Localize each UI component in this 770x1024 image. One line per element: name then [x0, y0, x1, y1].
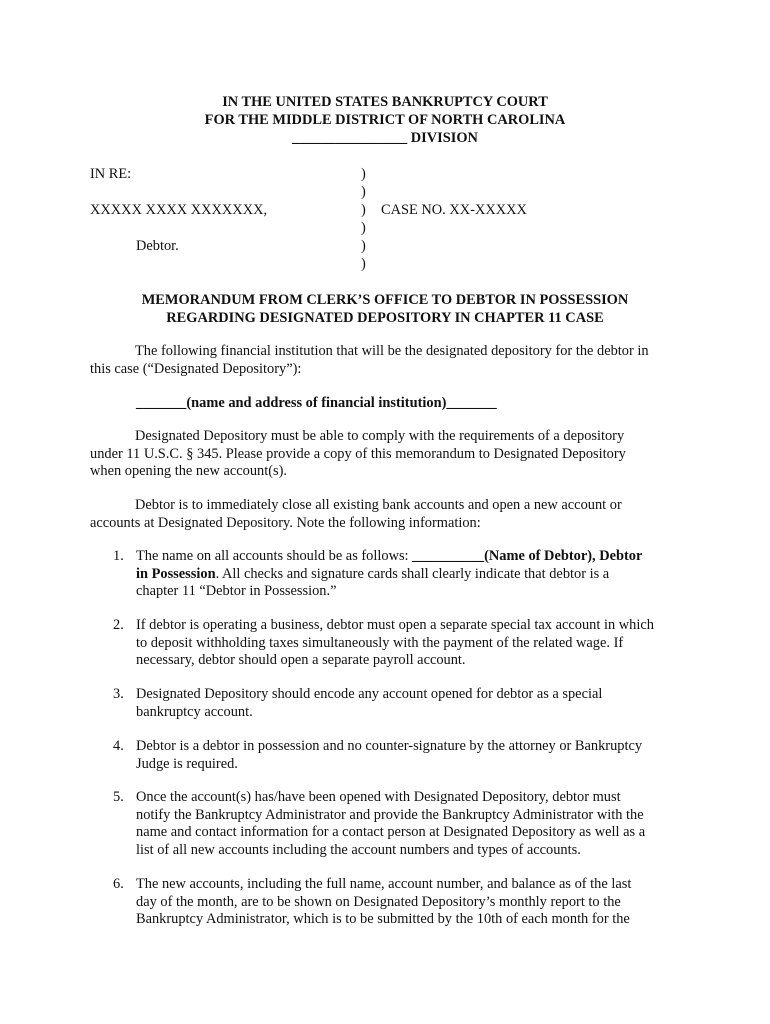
list-item-text: The name on all accounts should be as follows:	[136, 548, 413, 564]
list-item-text: Designated Depository should encode any account opened for debtor as a special	[136, 686, 603, 702]
division-blank: ________________	[292, 130, 408, 146]
list-item-bold-text: __________(Name of Debtor), Debtor	[412, 548, 643, 564]
division-label: DIVISION	[410, 130, 478, 146]
debtor-label: Debtor.	[136, 238, 179, 254]
list-item-text: chapter 11 “Debtor in Possession.”	[136, 583, 337, 600]
caption-paren: )	[361, 166, 366, 182]
court-name: IN THE UNITED STATES BANKRUPTCY COURT	[222, 94, 548, 110]
list-item-number: 2.	[113, 617, 124, 633]
list-item-text: If debtor is operating a business, debtor must open a separate special tax account in which	[136, 617, 654, 633]
court-division	[0, 130, 770, 148]
caption-paren: )	[361, 184, 366, 200]
institution-blank-line: _______(name and address of financial institution)_______	[136, 395, 497, 411]
paragraph-close-accounts	[90, 497, 690, 532]
list-item-text: bankruptcy account.	[136, 703, 253, 720]
list-item-bold-text: in Possession	[136, 565, 216, 582]
list-item-text: name and contact information for a contact person at Designated Depository as well as a	[136, 824, 646, 841]
paragraph-line: when opening the new account(s).	[90, 463, 288, 480]
debtor-name: XXXXX XXXX XXXXXXX,	[90, 202, 268, 218]
paragraph-line: under 11 U.S.C. § 345. Please provide a copy of this memorandum to Designated Depository	[90, 445, 626, 462]
caption-paren: )	[361, 220, 366, 236]
list-item-text: Bankruptcy Administrator, which is to be submitted by the 10th of each month for the	[136, 911, 630, 928]
list-item-number: 5.	[113, 789, 124, 805]
list-item-text: notify the Bankruptcy Administrator and provide the Bankruptcy Administrator with the	[136, 806, 644, 823]
in-re-label: IN RE:	[90, 166, 132, 182]
case-number: CASE NO. XX-XXXXX	[381, 202, 527, 218]
memo-title-line1: MEMORANDUM FROM CLERK’S OFFICE TO DEBTOR IN POSSESSION	[141, 292, 629, 308]
caption-paren: )	[361, 202, 366, 218]
caption-paren: )	[361, 256, 366, 272]
memo-title-line2: REGARDING DESIGNATED DEPOSITORY IN CHAPTER 11 CASE	[166, 310, 604, 326]
list-item-text: Once the account(s) has/have been opened with Designated Depository, debtor must	[136, 789, 621, 805]
paragraph-line: The following financial institution that will be the designated depository for the debtor in	[135, 343, 649, 359]
court-district: FOR THE MIDDLE DISTRICT OF NORTH CAROLINA	[204, 112, 566, 128]
list-item-text: Judge is required.	[136, 755, 238, 772]
paragraph-line: Designated Depository must be able to comply with the requirements of a depository	[135, 428, 625, 444]
list-item-text: list of all new accounts including the account numbers and types of accounts.	[136, 841, 581, 858]
paragraph-line: accounts at Designated Depository. Note the following information:	[90, 514, 481, 531]
paragraph-line: this case (“Designated Depository”):	[90, 360, 302, 377]
list-item-number: 4.	[113, 738, 124, 754]
paragraph-depository-requirements	[90, 428, 690, 481]
list-item-text: to deposit withholding taxes simultaneously with the payment of the related wage. If	[136, 634, 624, 651]
list-item-number: 3.	[113, 686, 124, 702]
list-item-text: The new accounts, including the full name, account number, and balance as of the last	[136, 876, 632, 892]
list-item-text: necessary, debtor should open a separate payroll account.	[136, 652, 466, 669]
list-item-text: day of the month, are to be shown on Designated Depository’s monthly report to the	[136, 893, 621, 910]
list-item-number: 6.	[113, 876, 124, 892]
paragraph-intro	[90, 343, 690, 378]
list-item-number: 1.	[113, 548, 124, 564]
list-item-text: . All checks and signature cards shall clearly indicate that debtor is a	[215, 565, 610, 582]
caption-paren: )	[361, 238, 366, 254]
list-item-text: Debtor is a debtor in possession and no counter-signature by the attorney or Bankruptcy	[136, 738, 643, 754]
paragraph-line: Debtor is to immediately close all existing bank accounts and open a new account or	[135, 497, 622, 513]
